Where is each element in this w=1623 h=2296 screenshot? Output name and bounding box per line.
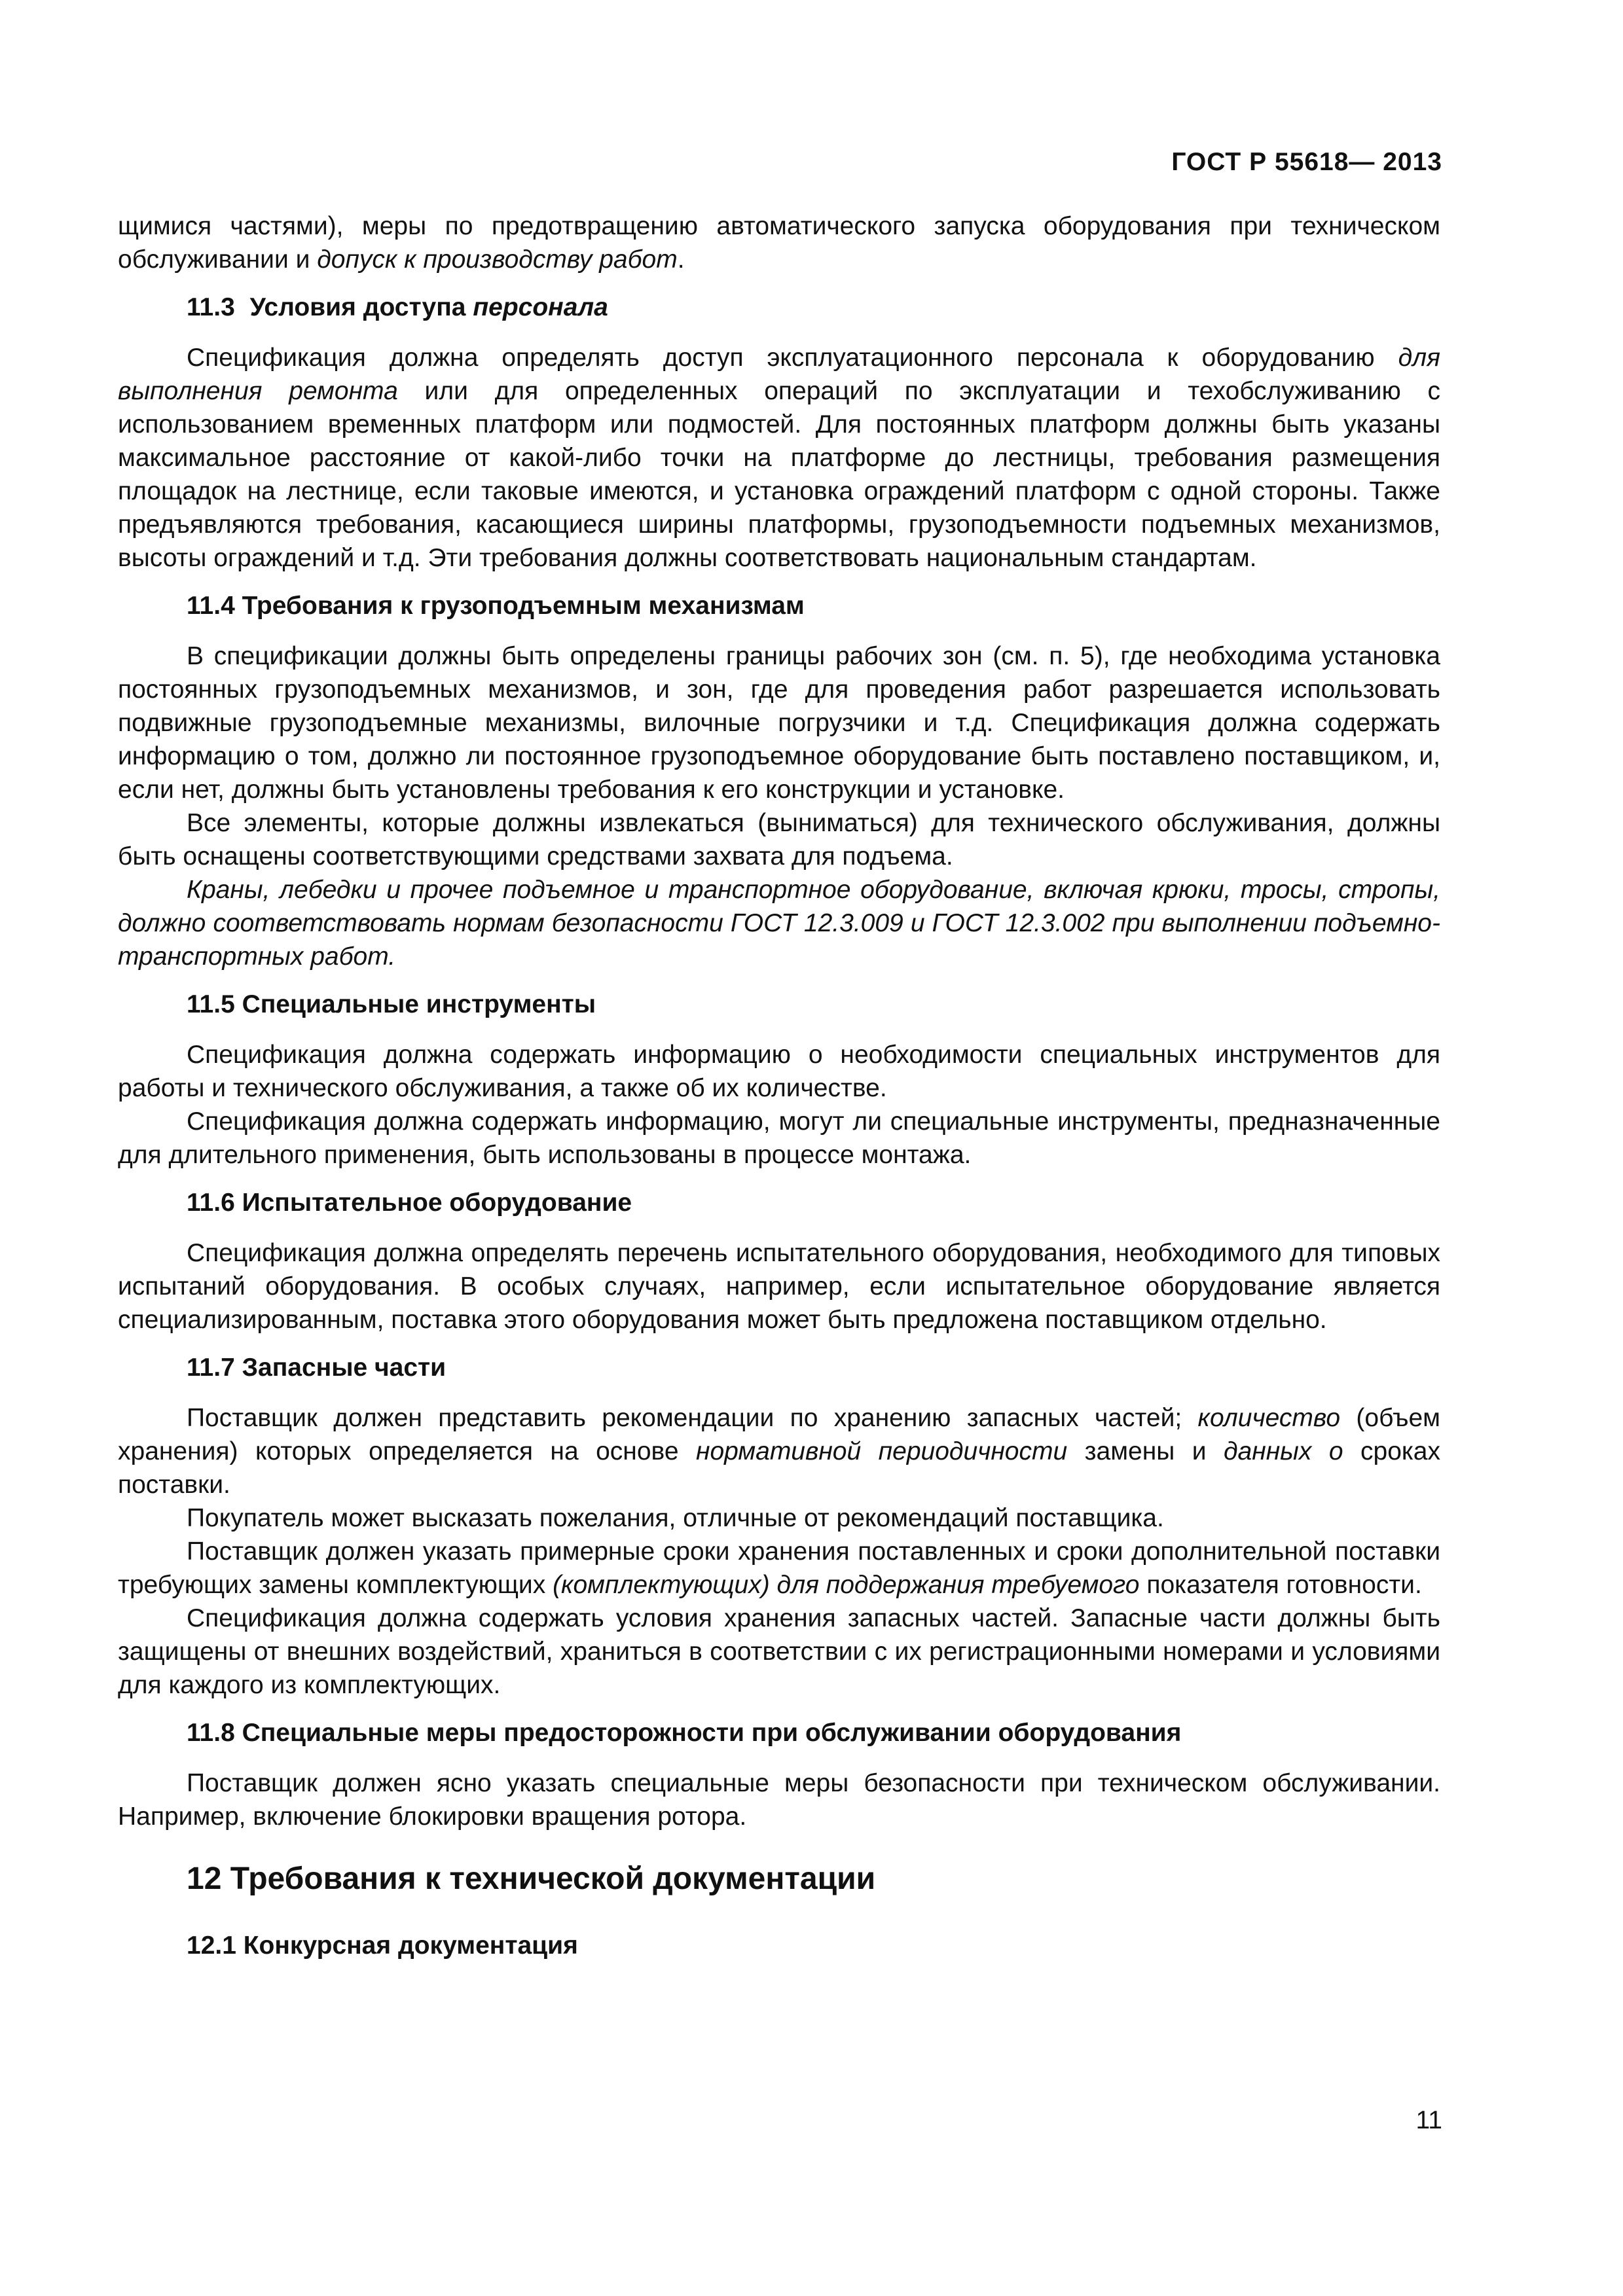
intro-paragraph: щимися частями), меры по предотвращению автоматического запуска оборудования при техническом обслуживании и допуск к производству работ. bbox=[118, 212, 1440, 274]
section-11-7-heading: 11.7 Запасные части bbox=[187, 1354, 447, 1382]
section-11-5-heading: 11.5 Специальные инструменты bbox=[187, 990, 596, 1018]
section-11-7-paragraph-3: Поставщик должен указать примерные сроки хранения поставленных и сроки дополнительной поставки требующих замены комплектующих (комплектующих) для поддержания требуемого показателя готовности. bbox=[118, 1537, 1440, 1599]
section-11-5-paragraph-2: Спецификация должна содержать информацию, могут ли специальные инструменты, предназначенные для длительного применения, быть использованы в процессе монтажа. bbox=[118, 1107, 1440, 1169]
section-11-5-paragraph-1: Спецификация должна содержать информацию о необходимости специальных инструментов для работы и технического обслуживания, а также об их количестве. bbox=[118, 1041, 1440, 1102]
section-12-1-heading: 12.1 Конкурсная документация bbox=[187, 1931, 578, 1960]
section-11-4-paragraph-2: Все элементы, которые должны извлекаться (выниматься) для технического обслуживания, должны быть оснащены соответствующими средствами захвата для подъема. bbox=[118, 809, 1440, 870]
document-body bbox=[118, 209, 1440, 1979]
section-12-heading: 12 Требования к технической документации bbox=[187, 1861, 876, 1896]
section-11-3-paragraph: Спецификация должна определять доступ эксплуатационного персонала к оборудованию для выполнения ремонта или для определенных операций по эксплуатации и техобслуживанию с использованием временных платформ или подмостей. Для постоянных платформ должны быть указаны максимальное расстояние от какой-либо точки на платформе до лестницы, требования размещения площадок на лестнице, если таковые имеются, и установка ограждений платформ с одной стороны. Также предъявляются требования, касающиеся ширины платформы, грузоподъемности подъемных механизмов, высоты ограждений и т.д. Эти требования должны соответствовать национальным стандартам. bbox=[118, 344, 1441, 572]
section-11-7-paragraph-4: Спецификация должна содержать условия хранения запасных частей. Запасные части должны быть защищены от внешних воздействий, храниться в соответствии с их регистрационными номерами и условиями для каждого из комплектующих. bbox=[118, 1604, 1440, 1699]
section-11-3-heading: 11.3 Условия доступа персонала bbox=[187, 293, 608, 321]
section-11-7-paragraph-1: Поставщик должен представить рекомендации по хранению запасных частей; количество (объем хранения) которых определяется на основе нормативной периодичности замены и данных о сроках поставки. bbox=[118, 1404, 1440, 1499]
section-11-4-paragraph-1: В спецификации должны быть определены границы рабочих зон (см. п. 5), где необходима установка постоянных грузоподъемных механизмов, и зон, где для проведения работ разрешается использовать подвижные грузоподъемные механизмы, вилочные погрузчики и т.д. Спецификация должна содержать информацию о том, должно ли постоянное грузоподъемное оборудование быть поставлено поставщиком, и, если нет, должны быть установлены требования к его конструкции и установке. bbox=[118, 642, 1440, 804]
section-11-6-heading: 11.6 Испытательное оборудование bbox=[187, 1189, 632, 1217]
section-11-8-paragraph: Поставщик должен ясно указать специальные меры безопасности при техническом обслуживании. Например, включение блокировки вращения ротора. bbox=[118, 1769, 1440, 1831]
section-11-6-paragraph: Спецификация должна определять перечень испытательного оборудования, необходимого для типовых испытаний оборудования. В особых случаях, например, если испытательное оборудование является специализированным, поставка этого оборудования может быть предложена поставщиком отдельно. bbox=[118, 1239, 1440, 1334]
document-header: ГОСТ Р 55618— 2013 bbox=[1171, 148, 1442, 176]
section-11-4-paragraph-3: Краны, лебедки и прочее подъемное и транспортное оборудование, включая крюки, тросы, стропы, должно соответствовать нормам безопасности ГОСТ 12.3.009 и ГОСТ 12.3.002 при выполнении подъемно-транспортных работ. bbox=[118, 876, 1440, 971]
section-11-7-paragraph-2: Покупатель может высказать пожелания, отличные от рекомендаций поставщика. bbox=[187, 1504, 1164, 1532]
section-11-8-heading: 11.8 Специальные меры предосторожности при обслуживании оборудования bbox=[187, 1719, 1182, 1747]
section-11-4-heading: 11.4 Требования к грузоподъемным механизмам bbox=[187, 592, 805, 620]
page-number: 11 bbox=[1415, 2106, 1442, 2134]
